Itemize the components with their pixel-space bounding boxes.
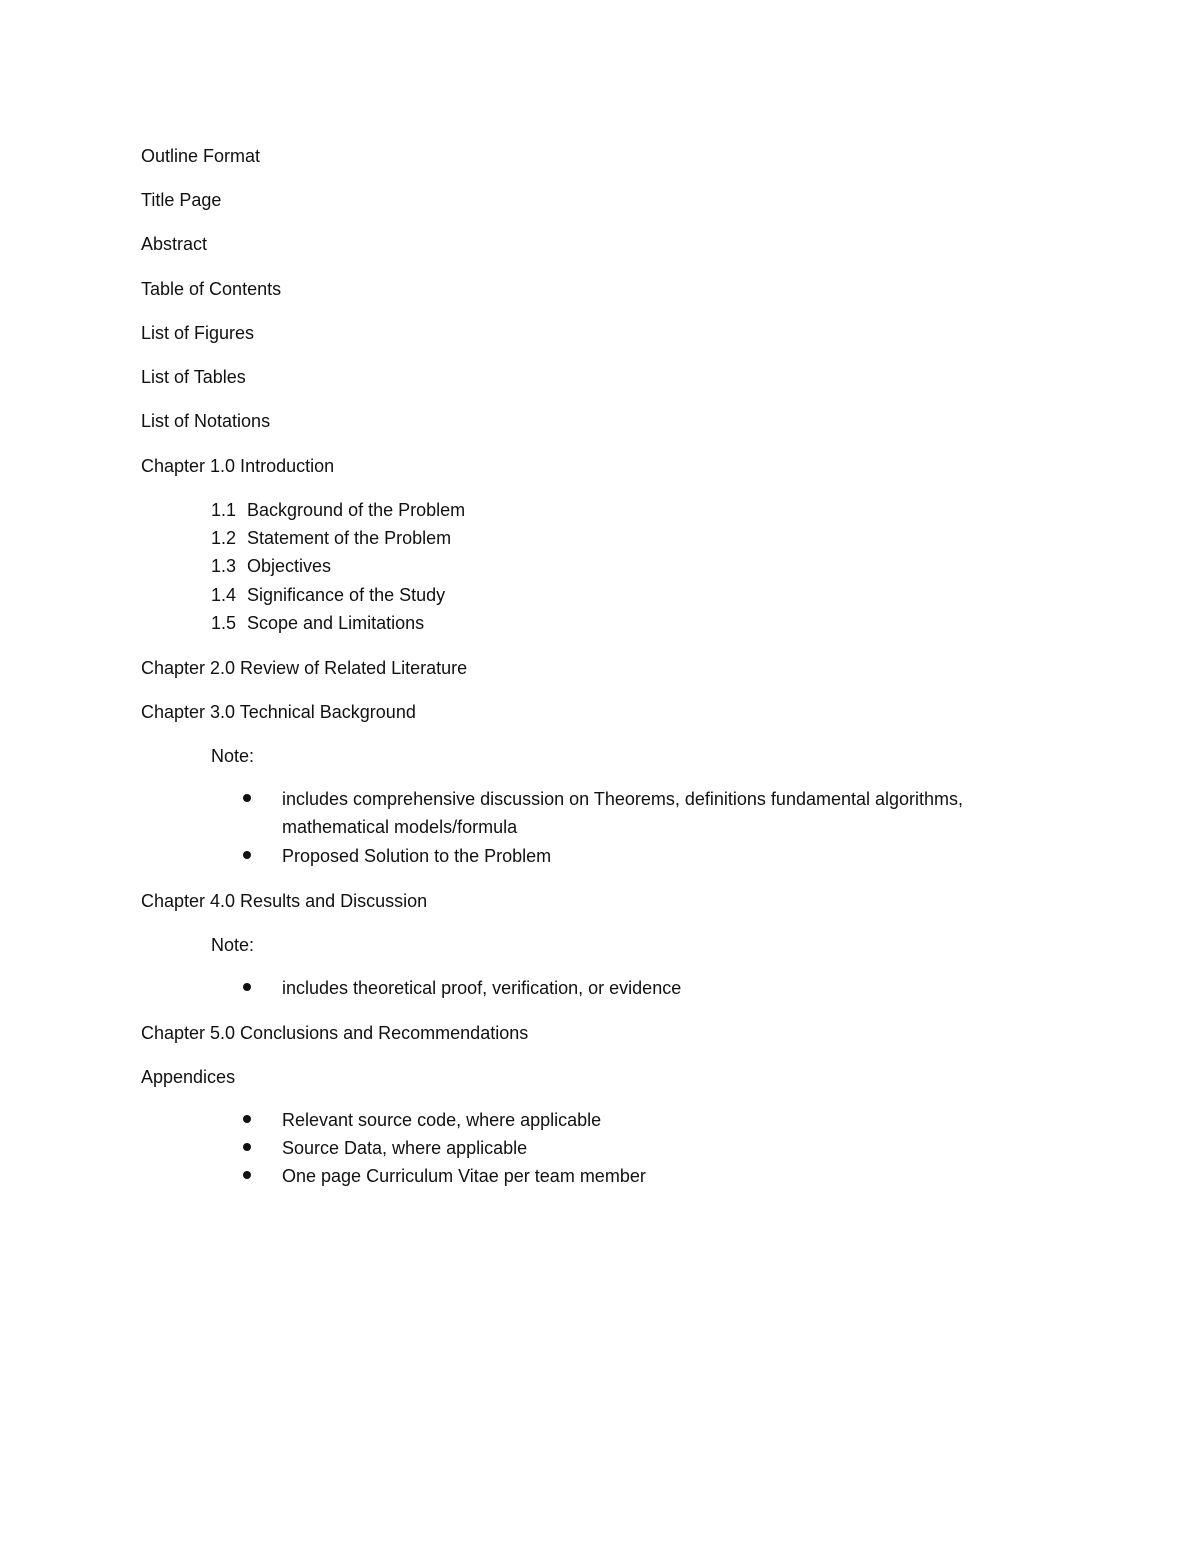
bullet-icon [243, 1115, 251, 1123]
bullet-icon [243, 1171, 251, 1179]
section-number: 1.3 [211, 556, 237, 576]
front-matter-abstract: Abstract [141, 234, 208, 254]
appendices-heading: Appendices [141, 1067, 236, 1087]
section-title: Scope and Limitations [247, 613, 425, 633]
bullet-icon [243, 983, 251, 991]
front-matter-table-of-contents: Table of Contents [141, 279, 282, 299]
chapter-1-section [211, 555, 331, 577]
section-title: Statement of the Problem [247, 528, 452, 548]
section-title: Background of the Problem [247, 500, 466, 520]
chapter-1-section [211, 527, 451, 549]
chapter-3-bullet [243, 785, 1063, 841]
chapter-4-heading: Chapter 4.0 Results and Discussion [141, 891, 428, 911]
appendix-bullet [243, 1106, 1063, 1134]
chapter-4-note-label: Note: [211, 935, 255, 955]
bullet-icon [243, 1143, 251, 1151]
bullet-text: Source Data, where applicable [282, 1138, 528, 1158]
appendix-bullet [243, 1162, 1063, 1190]
chapter-1-heading: Chapter 1.0 Introduction [141, 456, 335, 476]
chapter-3-note-label: Note: [211, 746, 255, 766]
chapter-3-bullet [243, 842, 1063, 870]
section-number: 1.1 [211, 500, 237, 520]
chapter-5-heading: Chapter 5.0 Conclusions and Recommendations [141, 1023, 529, 1043]
chapter-1-section [211, 584, 445, 606]
bullet-icon [243, 851, 251, 859]
chapter-1-section [211, 499, 465, 521]
front-matter-list-of-tables: List of Tables [141, 367, 246, 387]
bullet-text: Proposed Solution to the Problem [282, 846, 552, 866]
bullet-icon [243, 794, 251, 802]
section-title: Objectives [247, 556, 332, 576]
chapter-2-heading: Chapter 2.0 Review of Related Literature [141, 658, 468, 678]
front-matter-title-page: Title Page [141, 190, 222, 210]
section-number: 1.4 [211, 585, 237, 605]
appendix-bullet [243, 1134, 1063, 1162]
section-title: Significance of the Study [247, 585, 446, 605]
bullet-text: Relevant source code, where applicable [282, 1110, 602, 1130]
bullet-text: includes theoretical proof, verification, or evidence [282, 978, 682, 998]
chapter-1-section [211, 612, 424, 634]
outline-title: Outline Format [141, 146, 261, 166]
chapter-3-heading: Chapter 3.0 Technical Background [141, 702, 416, 722]
bullet-text: One page Curriculum Vitae per team member [282, 1166, 646, 1186]
front-matter-list-of-notations: List of Notations [141, 411, 271, 431]
section-number: 1.2 [211, 528, 237, 548]
front-matter-list-of-figures: List of Figures [141, 323, 255, 343]
section-number: 1.5 [211, 613, 237, 633]
bullet-text: includes comprehensive discussion on Theorems, definitions fundamental algorithms, mathematical models/formula [282, 789, 964, 837]
chapter-4-bullet [243, 974, 1063, 1002]
